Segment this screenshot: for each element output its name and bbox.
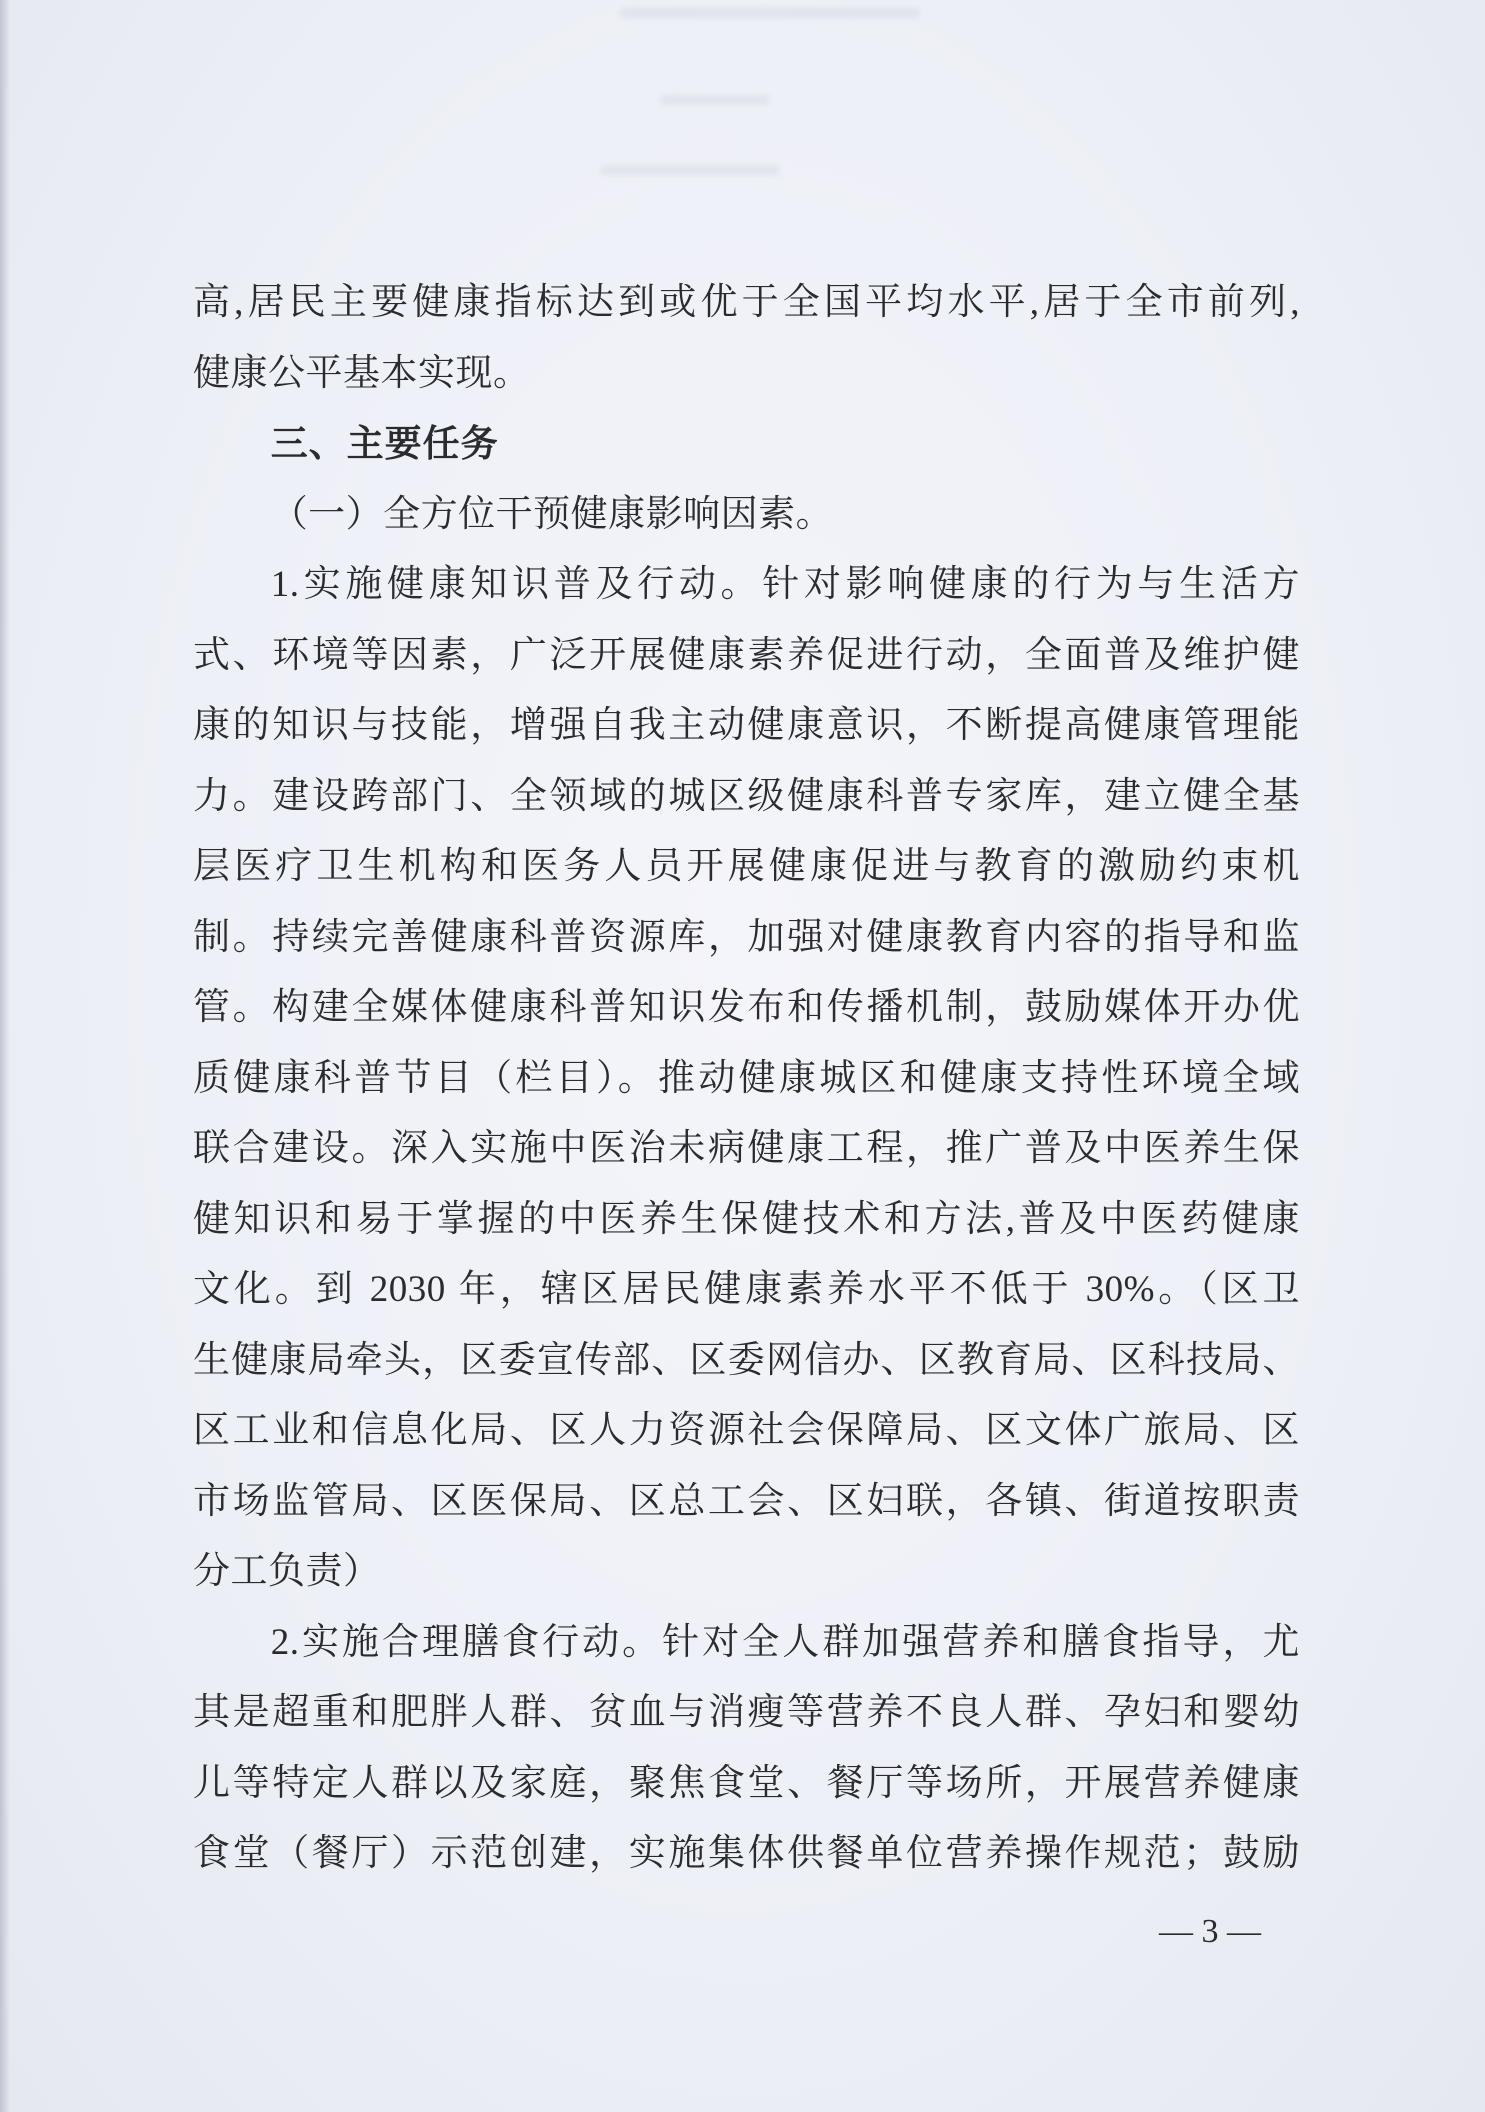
task-item-2 <box>193 1608 1300 1890</box>
paragraph-line: 市场监管局、区医保局、区总工会、区妇联，各镇、街道按职责 <box>193 1480 1300 1522</box>
subsection-heading: （一）全方位干预健康影响因素。 <box>270 493 834 535</box>
paragraph-line: 管。构建全媒体健康科普知识发布和传播机制，鼓励媒体开办优 <box>193 987 1300 1028</box>
paragraph-line: 区工业和信息化局、区人力资源社会保障局、区文体广旅局、区 <box>193 1410 1300 1451</box>
paragraph-line: 高,居民主要健康指标达到或优于全国平均水平,居于全市前列, <box>193 282 1300 323</box>
page-number: — 3 — <box>1159 1913 1261 1950</box>
paragraph-line: 健知识和易于掌握的中医养生保健技术和方法,普及中医药健康 <box>193 1198 1300 1240</box>
paragraph-line: 式、环境等因素，广泛开展健康素养促进行动，全面普及维护健 <box>193 634 1300 676</box>
paragraph-line: 制。持续完善健康科普资源库，加强对健康教育内容的指导和监 <box>193 916 1300 958</box>
paragraph-line: 2.实施合理膳食行动。针对全人群加强营养和膳食指导，尤 <box>270 1621 1300 1663</box>
paragraph-line: 健康公平基本实现。 <box>193 352 531 394</box>
section-heading: 三、主要任务 <box>270 422 499 465</box>
task-item-1 <box>193 550 1300 1608</box>
paragraph-line: 力。建设跨部门、全领域的城区级健康科普专家库，建立健全基 <box>193 775 1300 817</box>
scan-edge-shadow <box>0 0 10 2112</box>
paragraph-line: 儿等特定人群以及家庭，聚焦食堂、餐厅等场所，开展营养健康 <box>193 1762 1300 1804</box>
paragraph-line: 其是超重和肥胖人群、贫血与消瘦等营养不良人群、孕妇和婴幼 <box>193 1692 1300 1733</box>
continued-paragraph <box>193 268 1300 409</box>
paragraph-line: 联合建设。深入实施中医治未病健康工程，推广普及中医养生保 <box>193 1128 1300 1169</box>
paragraph-line: 生健康局牵头，区委宣传部、区委网信办、区教育局、区科技局、 <box>193 1339 1300 1381</box>
paragraph-line: 分工负责） <box>193 1551 381 1592</box>
paragraph-line: 文化。到 2030 年，辖区居民健康素养水平不低于 30%。（区卫 <box>193 1269 1300 1310</box>
paragraph-line: 层医疗卫生机构和医务人员开展健康促进与教育的激励约束机 <box>193 846 1300 887</box>
body-text <box>193 268 1300 1890</box>
paragraph-line: 质健康科普节目（栏目）。推动健康城区和健康支持性环境全域 <box>193 1057 1300 1099</box>
paragraph-line: 康的知识与技能，增强自我主动健康意识，不断提高健康管理能 <box>193 705 1300 746</box>
paragraph-line: 1.实施健康知识普及行动。针对影响健康的行为与生活方 <box>270 564 1300 605</box>
paragraph-line: 食堂（餐厅）示范创建，实施集体供餐单位营养操作规范；鼓励 <box>193 1833 1300 1874</box>
